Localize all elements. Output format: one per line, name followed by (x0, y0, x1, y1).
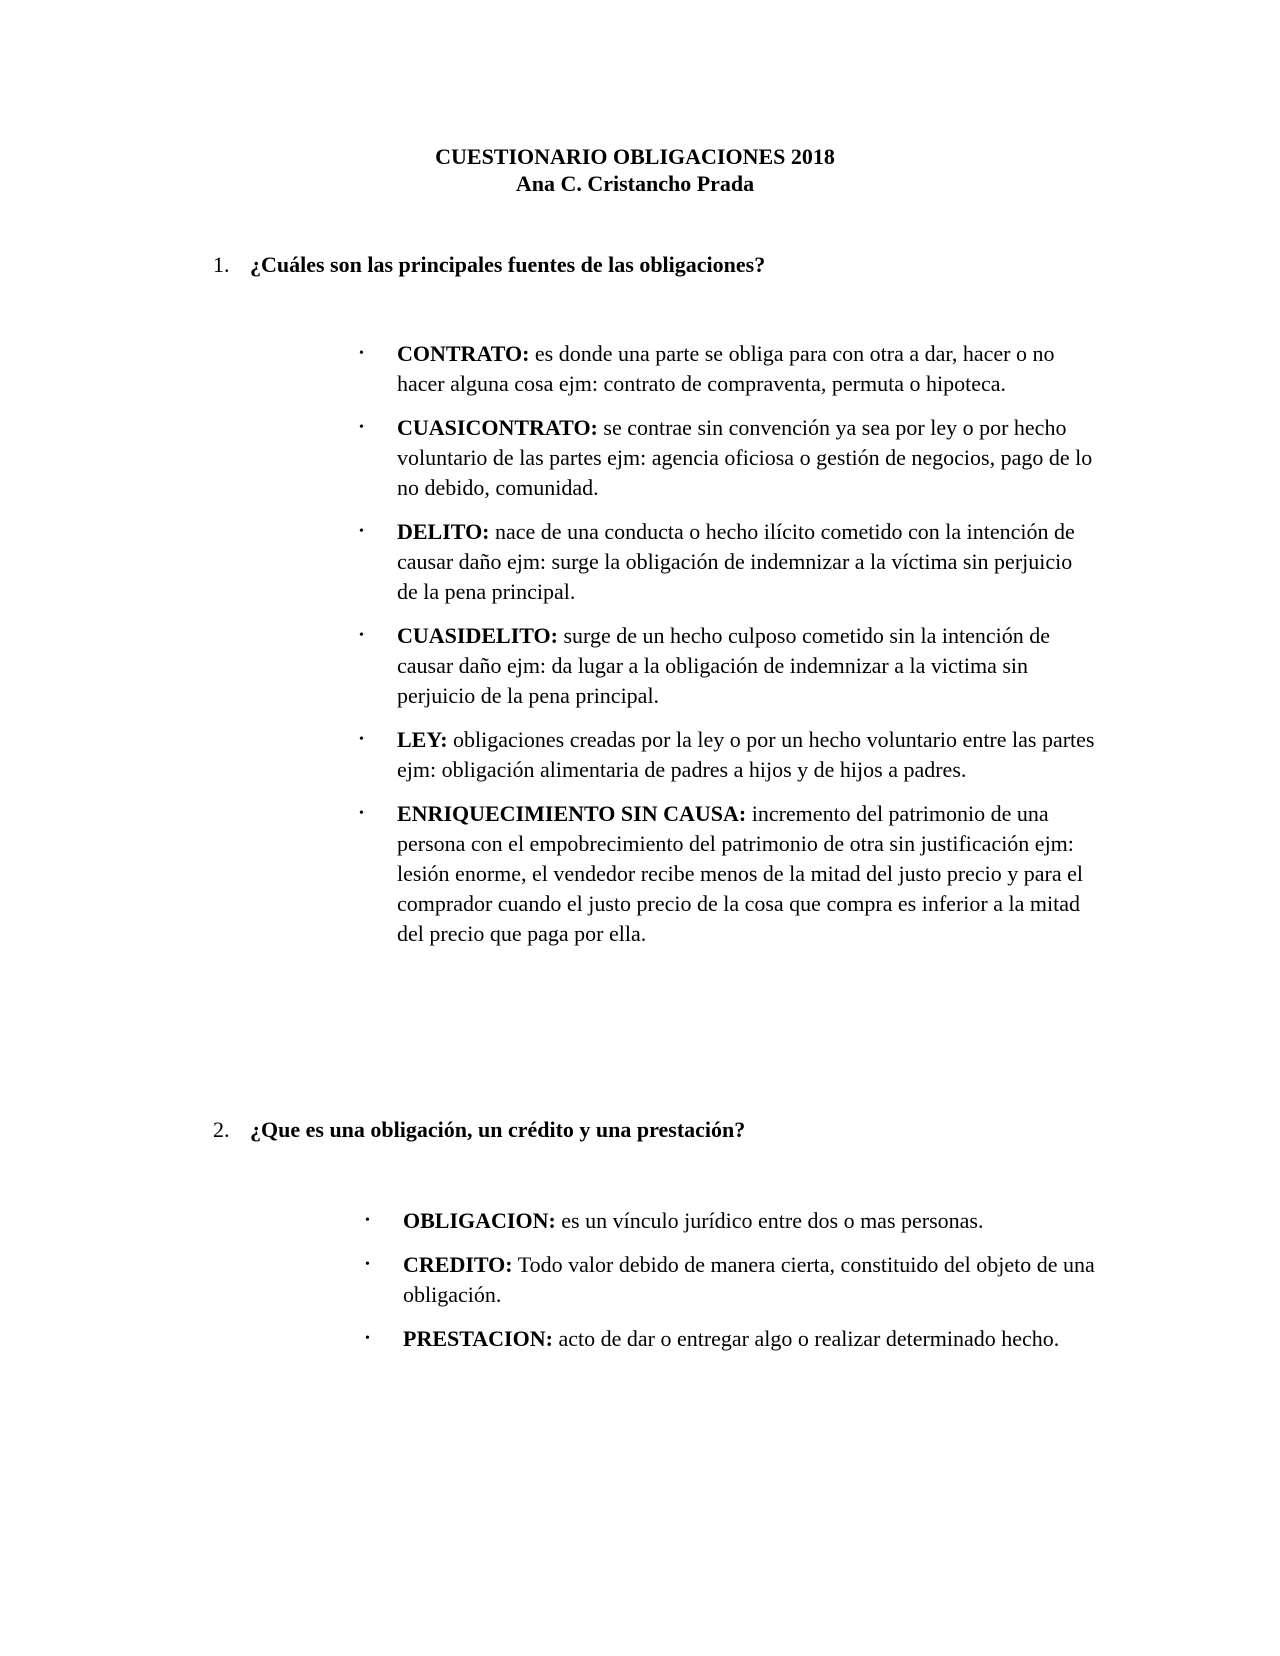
bullet-icon: • (365, 1331, 370, 1346)
list-item (359, 799, 1097, 949)
bullet-icon: • (359, 628, 364, 643)
list-item (359, 725, 1097, 785)
question-text: ¿Cuáles son las principales fuentes de las obligaciones? (250, 252, 766, 277)
term: LEY: (397, 727, 448, 752)
list-item (365, 1250, 1096, 1310)
definition: es un vínculo jurídico entre dos o mas personas. (555, 1208, 984, 1233)
list-item (359, 517, 1097, 607)
term: CREDITO: (403, 1252, 513, 1277)
list-item (359, 621, 1097, 711)
definition: nace de una conducta o hecho ilícito cometido con la intención de causar daño ejm: surge la obligación de indemnizar a la víctima sin perjuicio de la pena principal. (397, 519, 1075, 604)
definition: surge de un hecho culposo cometido sin la intención de causar daño ejm: da lugar a la obligación de indemnizar a la victima sin perjuicio de la pena principal. (397, 623, 1051, 708)
definition: se contrae sin convención ya sea por ley o por hecho voluntario de las partes ejm: agencia oficiosa o gestión de negocios, pago de lo no debido, comunidad. (397, 415, 1093, 500)
list-item (359, 413, 1097, 503)
title-block (0, 143, 1270, 197)
term: OBLIGACION: (403, 1208, 556, 1233)
bullet-icon: • (359, 524, 364, 539)
definition: acto de dar o entregar algo o realizar determinado hecho. (552, 1326, 1060, 1351)
term: DELITO: (397, 519, 490, 544)
term: CUASIDELITO: (397, 623, 558, 648)
question-2 (213, 1116, 745, 1143)
bullet-icon: • (365, 1257, 370, 1272)
list-item (365, 1206, 1096, 1236)
question-number: 2. (213, 1117, 230, 1142)
bullet-icon: • (359, 732, 364, 747)
bullet-icon: • (359, 806, 364, 821)
question-2-answers (365, 1206, 1096, 1354)
term: CONTRATO: (397, 341, 530, 366)
bullet-icon: • (359, 346, 364, 361)
bullet-icon: • (365, 1213, 370, 1228)
question-1-answers (359, 339, 1097, 949)
list-item (359, 339, 1097, 399)
document-author: Ana C. Cristancho Prada (515, 171, 755, 196)
question-number: 1. (213, 252, 230, 277)
bullet-icon: • (359, 420, 364, 435)
definition: es donde una parte se obliga para con otra a dar, hacer o no hacer alguna cosa ejm: contrato de compraventa, permuta o hipoteca. (397, 341, 1055, 396)
question-1 (213, 251, 765, 278)
question-text: ¿Que es una obligación, un crédito y una prestación? (250, 1117, 746, 1142)
term: CUASICONTRATO: (397, 415, 598, 440)
term: ENRIQUECIMIENTO SIN CAUSA: (397, 801, 747, 826)
document-title: CUESTIONARIO OBLIGACIONES 2018 (435, 144, 835, 169)
definition: obligaciones creadas por la ley o por un hecho voluntario entre las partes ejm: obligación alimentaria de padres a hijos y de hijos a padres. (397, 727, 1095, 782)
list-item (365, 1324, 1096, 1354)
definition: Todo valor debido de manera cierta, constituido del objeto de una obligación. (403, 1252, 1095, 1307)
definition: incremento del patrimonio de una persona con el empobrecimiento del patrimonio de otra sin justificación ejm: lesión enorme, el vendedor recibe menos de la mitad del justo precio y para el comprador cuando el justo precio de la cosa que compra es inferior a la mitad del precio que paga por ella. (397, 801, 1084, 946)
term: PRESTACION: (403, 1326, 553, 1351)
